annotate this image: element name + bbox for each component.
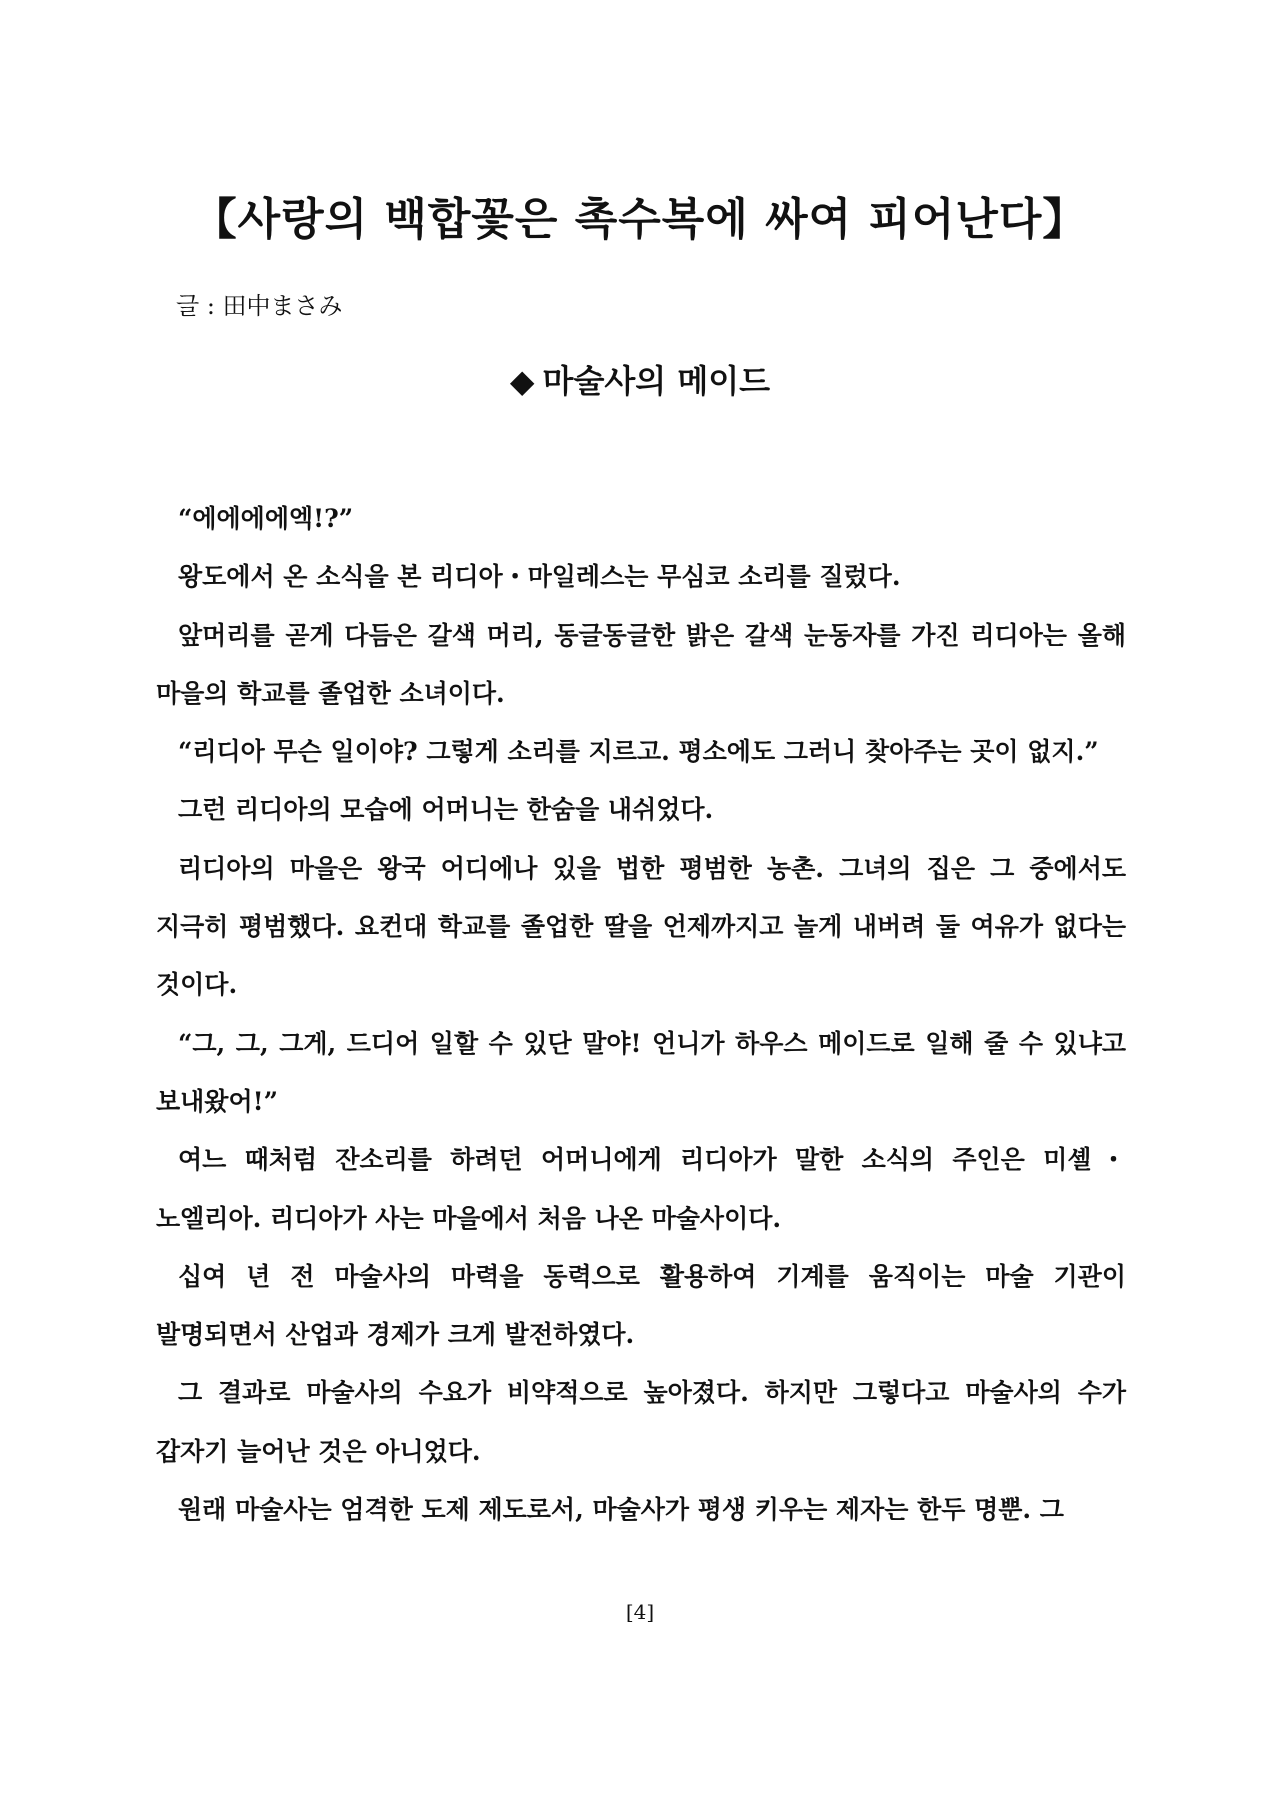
author-line: 글 : 田中まさみ bbox=[176, 292, 343, 320]
paragraph: 그런 리디아의 모습에 어머니는 한숨을 내쉬었다. bbox=[178, 795, 714, 825]
paragraph: “그, 그, 그게, 드디어 일할 수 있단 말야! 언니가 하우스 메이드로 일해 줄 수 있냐고 보내왔어!” bbox=[156, 1028, 1126, 1116]
paragraph: 십여 년 전 마술사의 마력을 동력으로 활용하여 기계를 움직이는 마술 기관이 발명되면서 산업과 경제가 크게 발전하였다. bbox=[156, 1261, 1126, 1350]
paragraph: “리디아 무슨 일이야? 그렇게 소리를 지르고. 평소에도 그러니 찾아주는 곳이 없지.” bbox=[178, 737, 1099, 767]
paragraph: 그 결과로 마술사의 수요가 비약적으로 높아졌다. 하지만 그렇다고 마술사의 수가 갑자기 늘어난 것은 아니었다. bbox=[156, 1378, 1126, 1466]
paragraph: 왕도에서 온 소식을 본 리디아・마일레스는 무심코 소리를 질렀다. bbox=[178, 562, 901, 592]
paragraph: 앞머리를 곧게 다듬은 갈색 머리, 동글동글한 밝은 갈색 눈동자를 가진 리디아는 올해 마을의 학교를 졸업한 소녀이다. bbox=[156, 620, 1126, 708]
paragraph: 여느 때처럼 잔소리를 하려던 어머니에게 리디아가 말한 소식의 주인은 미셸・노엘리아. 리디아가 사는 마을에서 처음 나온 마술사이다. bbox=[156, 1145, 1126, 1233]
document-title: 【사랑의 백합꽃은 촉수복에 싸여 피어난다】 bbox=[192, 194, 1088, 245]
diamond-icon: ◆ bbox=[509, 362, 535, 400]
chapter-heading bbox=[0, 358, 1280, 404]
body-text bbox=[156, 490, 1126, 1539]
paragraph: 리디아의 마을은 왕국 어디에나 있을 법한 평범한 농촌. 그녀의 집은 그 중에서도 지극히 평범했다. 요컨대 학교를 졸업한 딸을 언제까지고 놀게 내버려 둘 여유가 없다는 것이다. bbox=[156, 853, 1126, 1000]
page-number: [4] bbox=[625, 1600, 655, 1624]
paragraph: “에에에에엑!?” bbox=[178, 504, 354, 533]
paragraph: 원래 마술사는 엄격한 도제 제도로서, 마술사가 평생 키우는 제자는 한두 명뿐. 그 bbox=[178, 1495, 1064, 1525]
chapter-title: 마술사의 메이드 bbox=[542, 362, 771, 400]
